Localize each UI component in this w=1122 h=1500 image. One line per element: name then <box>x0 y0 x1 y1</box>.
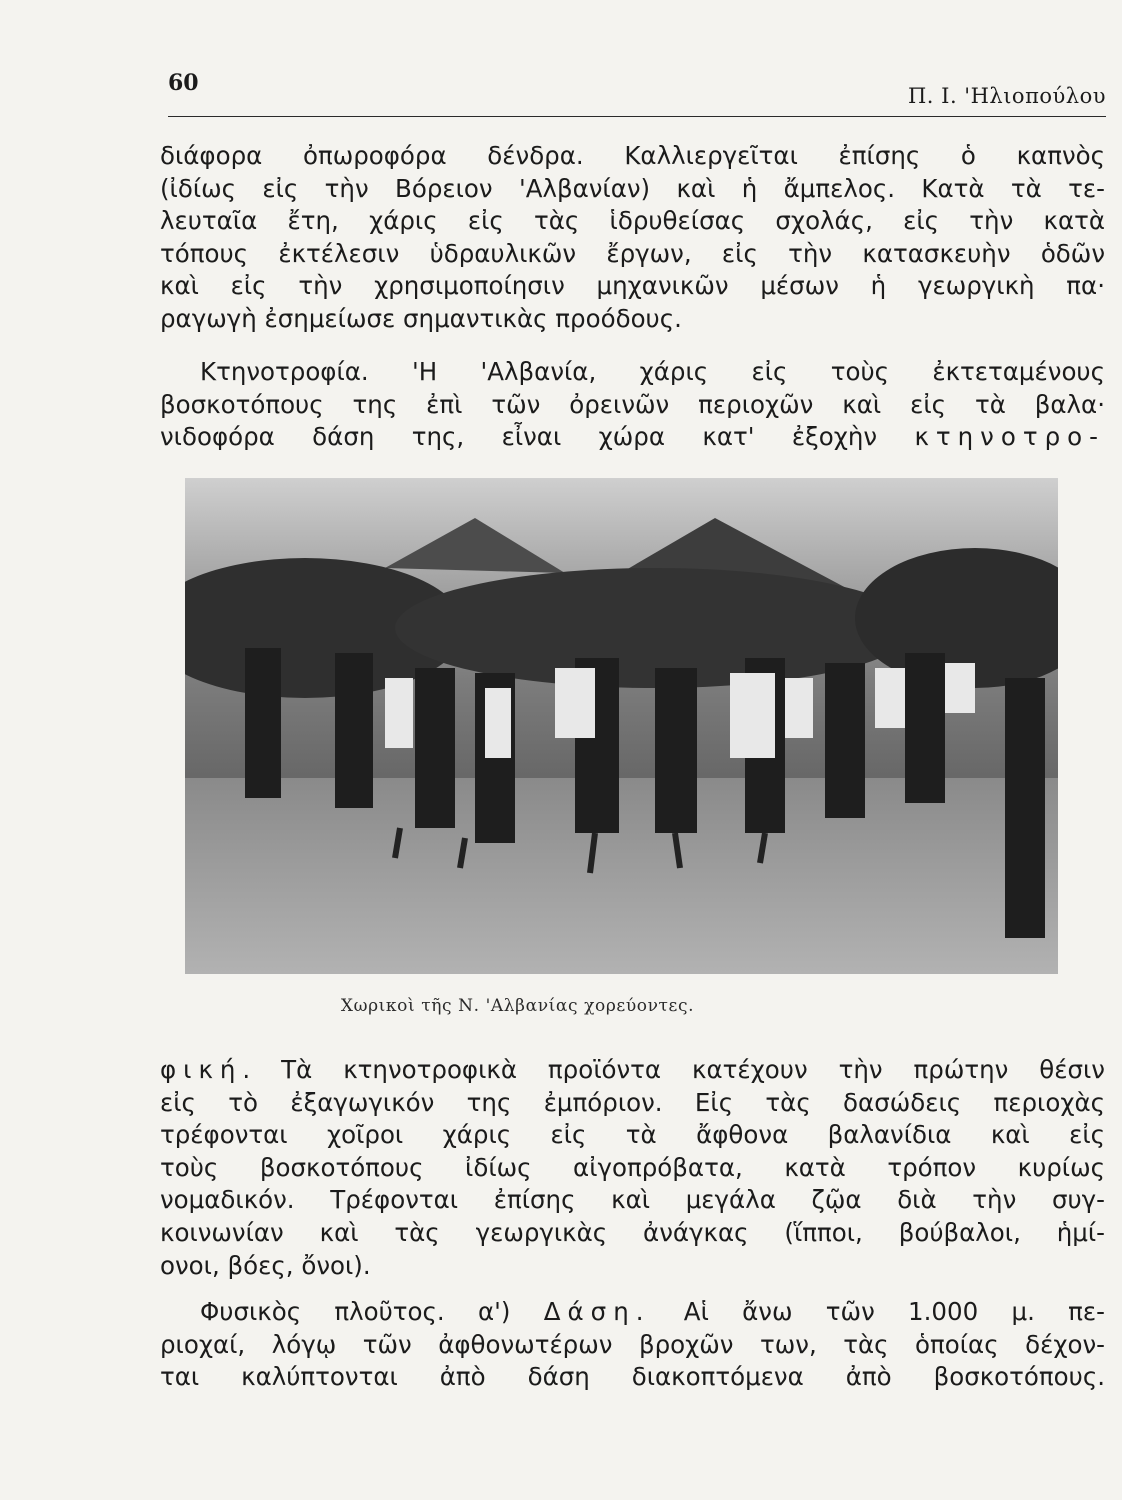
text-line: βοσκοτόπους της ἐπὶ τῶν ὀρεινῶν περιοχῶν καὶ εἰς τὰ βαλα· <box>160 389 1105 419</box>
text-line: ραγωγὴ ἐσημείωσε σημαντικὰς προόδους. <box>160 303 682 333</box>
text-line: διάφορα ὀπωροφόρα δένδρα. Καλλιεργεῖται ἐπίσης ὁ καπνὸς <box>160 141 1105 170</box>
text-line: καὶ εἰς τὴν χρησιμοποίησιν μηχανικῶν μέσων ἡ γεωργικὴ πα· <box>160 271 1105 301</box>
text-line <box>160 421 1105 454</box>
text-run: α') <box>444 1297 544 1326</box>
section-heading: Φυσικὸς πλοῦτος. <box>200 1297 445 1326</box>
paragraph-agriculture <box>160 140 1105 336</box>
page-number: 60 <box>168 70 199 96</box>
paragraph-natural-wealth <box>160 1296 1105 1394</box>
paragraph-livestock-continued <box>160 1054 1105 1282</box>
spaced-emphasis: κτηνοτρο- <box>914 422 1105 452</box>
text-line: εἰς τὸ ἐξαγωγικόν της ἐμπόριον. Εἰς τὰς δασώδεις περιοχὰς <box>160 1087 1105 1117</box>
text-line: ριοχαί, λόγῳ τῶν ἀφθονωτέρων βροχῶν των, τὰς ὁποίας δέχον- <box>160 1329 1105 1359</box>
text-line: ται καλύπτονται ἀπὸ δάση διακοπτόμενα ἀπὸ βοσκοτόπους. <box>160 1362 1105 1392</box>
text-line: ονοι, βόες, ὄνοι). <box>160 1250 371 1280</box>
text-line <box>160 1054 1105 1087</box>
text-line: τρέφονται χοῖροι χάρις εἰς τὰ ἄφθονα βαλανίδια καὶ εἰς <box>160 1120 1105 1150</box>
running-header: Π. Ι. 'Ηλιοπούλου <box>907 84 1106 108</box>
figure-caption: Χωρικοὶ τῆς Ν. 'Αλβανίας χορεύοντες. <box>340 996 695 1016</box>
text-line <box>160 356 1105 389</box>
figure-photograph <box>185 478 1058 974</box>
spaced-emphasis: φική <box>160 1055 243 1084</box>
paragraph-livestock <box>160 356 1105 454</box>
spaced-subheading: Δάση. <box>543 1297 651 1326</box>
text-run: . Τὰ κτηνοτροφικὰ προϊόντα κατέχουν τὴν πρώτην θέσιν <box>242 1055 1105 1084</box>
text-line: τοὺς βοσκοτόπους ἰδίως αἰγοπρόβατα, κατὰ τρόπον κυρίως <box>160 1152 1105 1182</box>
section-heading: Κτηνοτροφία. <box>200 357 369 386</box>
text-run: 'Η 'Αλβανία, χάρις εἰς τοὺς ἐκτεταμένους <box>368 357 1105 386</box>
header-rule <box>168 116 1106 117</box>
text-line: νομαδικόν. Τρέφονται ἐπίσης καὶ μεγάλα ζῷα διὰ τὴν συγ- <box>160 1185 1105 1215</box>
text-line <box>160 1296 1105 1329</box>
text-run: Αἱ ἄνω τῶν 1.000 μ. πε- <box>650 1297 1105 1326</box>
text-line: τόπους ἐκτέλεσιν ὑδραυλικῶν ἔργων, εἰς τὴν κατασκευὴν ὁδῶν <box>160 238 1105 268</box>
text-line: κοινωνίαν καὶ τὰς γεωργικὰς ἀνάγκας (ἵπποι, βούβαλοι, ἡμί- <box>160 1217 1105 1247</box>
text-line: λευταῖα ἔτη, χάρις εἰς τὰς ἱδρυθείσας σχολάς, εἰς τὴν κατὰ <box>160 206 1105 236</box>
text-run: νιδοφόρα δάση της, εἶναι χώρα κατ' ἐξοχὴν <box>160 422 915 452</box>
text-line: (ἰδίως εἰς τὴν Βόρειον 'Αλβανίαν) καὶ ἡ ἄμπελος. Κατὰ τὰ τε- <box>160 173 1105 203</box>
